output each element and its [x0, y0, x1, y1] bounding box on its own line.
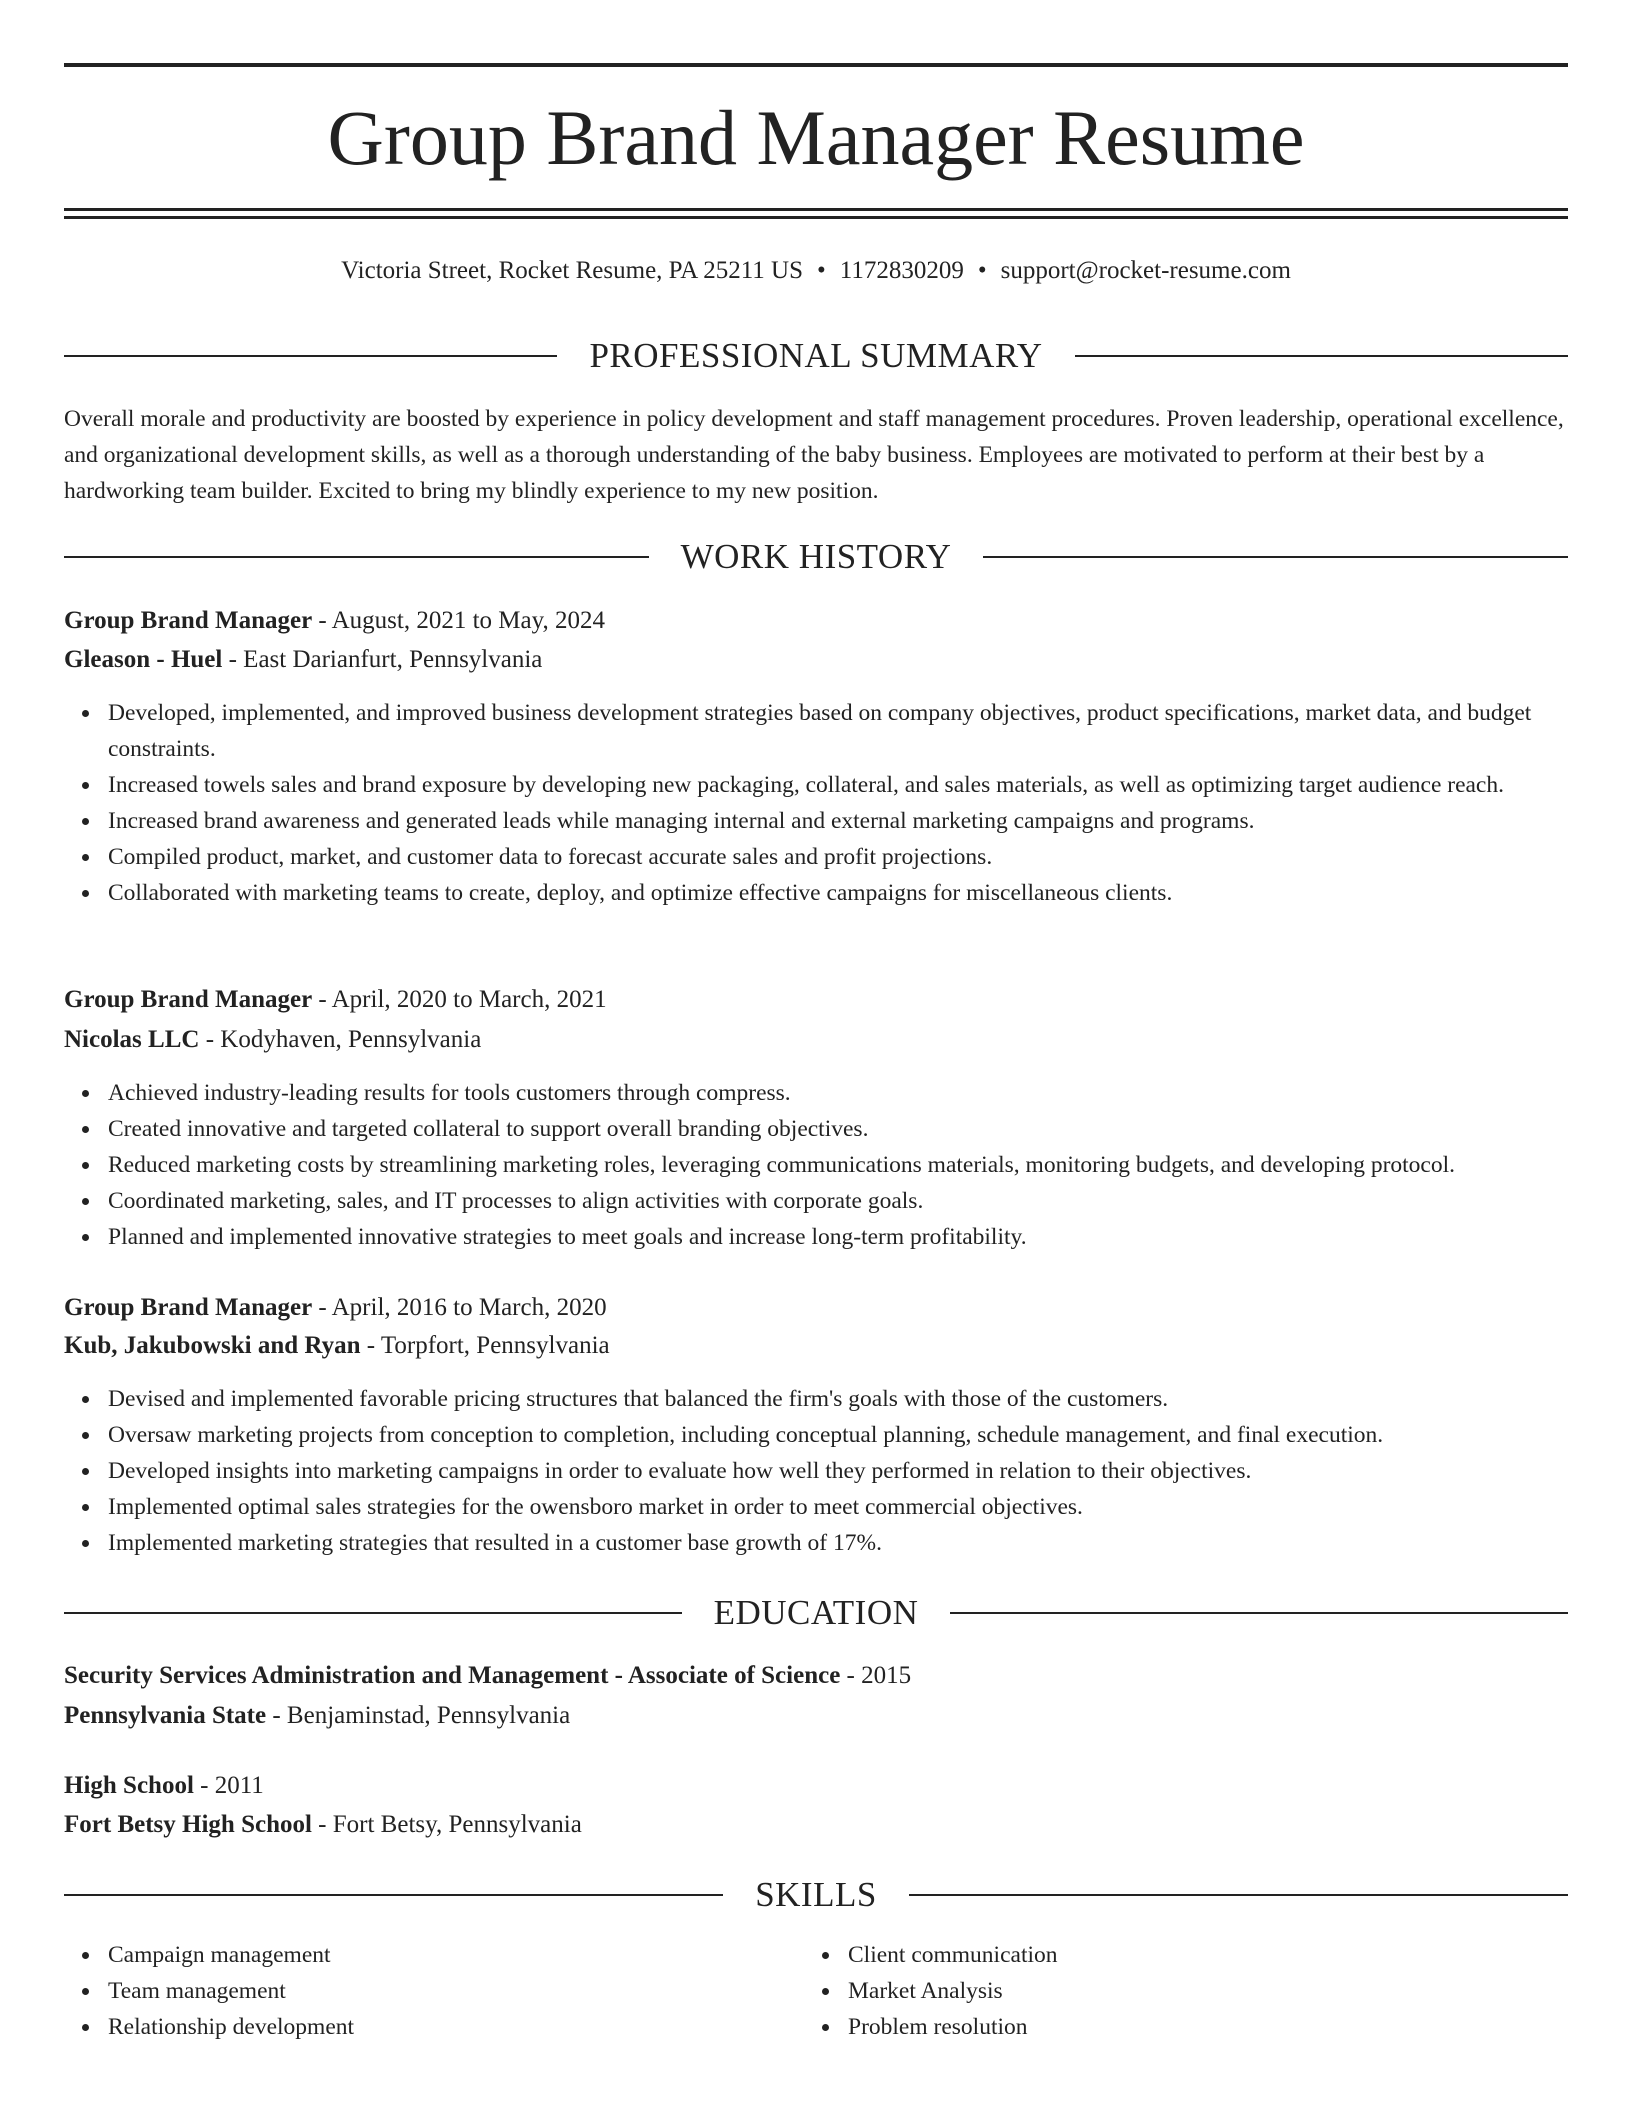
job-title-line [64, 602, 1568, 640]
education-degree: High School [64, 1772, 194, 1799]
list-item: Collaborated with marketing teams to create, deploy, and optimize effective campaigns for miscellaneous clients. [108, 875, 1612, 911]
job-company-line [64, 641, 1568, 679]
job-title: Group Brand Manager [64, 1294, 313, 1321]
education-location: - Fort Betsy, Pennsylvania [311, 1811, 582, 1838]
education-school: Pennsylvania State [64, 1702, 267, 1729]
list-item: Planned and implemented innovative strategies to meet goals and increase long-term profitability. [108, 1219, 1612, 1255]
job-dates: - April, 2016 to March, 2020 [312, 1294, 607, 1321]
education-year: - 2015 [840, 1662, 912, 1689]
heading-rule-right [983, 556, 1568, 558]
list-item: Reduced marketing costs by streamlining marketing roles, leveraging communications materials, monitoring budgets, and developing protocol. [108, 1147, 1612, 1183]
heading-rule-left [64, 1894, 723, 1896]
title-double-rule-upper [64, 208, 1568, 211]
heading-rule-left [64, 556, 649, 558]
skill-item: Problem resolution [848, 2009, 1548, 2045]
heading-rule-left [64, 1612, 682, 1614]
job-title-line [64, 1289, 1568, 1327]
job-location: - Kodyhaven, Pennsylvania [199, 1026, 482, 1053]
heading-rule-right [1075, 355, 1568, 357]
list-item: Compiled product, market, and customer data to forecast accurate sales and profit projections. [108, 839, 1612, 875]
job-company: Gleason - Huel [64, 646, 223, 673]
list-item: Oversaw marketing projects from conception to completion, including conceptual planning, schedule management, and final execution. [108, 1417, 1612, 1453]
list-item: Implemented marketing strategies that resulted in a customer base growth of 17%. [108, 1525, 1612, 1561]
job-dates: - April, 2020 to March, 2021 [312, 986, 607, 1013]
contact-address: Victoria Street, Rocket Resume, PA 25211 US [341, 257, 803, 284]
skill-item: Client communication [848, 1937, 1548, 1973]
job-title: Group Brand Manager [64, 986, 313, 1013]
section-heading-education [64, 1591, 1568, 1635]
heading-rule-right [950, 1612, 1568, 1614]
job-company-line [64, 1327, 1568, 1365]
section-heading-summary [64, 334, 1568, 378]
skill-item: Campaign management [108, 1937, 808, 1973]
list-item: Coordinated marketing, sales, and IT processes to align activities with corporate goals. [108, 1183, 1612, 1219]
section-heading-work-history [64, 535, 1568, 579]
job-bullet-list [64, 1381, 1612, 1561]
skill-item: Relationship development [108, 2009, 808, 2045]
list-item: Created innovative and targeted collateral to support overall branding objectives. [108, 1111, 1612, 1147]
heading-rule-right [909, 1894, 1568, 1896]
title-double-rule-lower [64, 216, 1568, 219]
skill-item: Market Analysis [848, 1973, 1548, 2009]
summary-text: Overall morale and productivity are boosted by experience in policy development and staff management procedures. Proven leadership, operational excellence, and organizational development skills, as well as a thorough understanding of the baby business. Employees are motivated to perform at their best by a hardworking team builder. Excited to bring my blindly experience to my new position. [64, 406, 1564, 504]
job-location: - Torpfort, Pennsylvania [360, 1332, 610, 1359]
section-heading-label: EDUCATION [713, 1593, 919, 1632]
skills-list-right [804, 1937, 1548, 2045]
contact-line [64, 254, 1568, 288]
heading-rule-left [64, 355, 557, 357]
education-school: Fort Betsy High School [64, 1811, 312, 1838]
section-heading-label: WORK HISTORY [680, 537, 952, 576]
list-item: Implemented optimal sales strategies for the owensboro market in order to meet commercial objectives. [108, 1489, 1612, 1525]
job-company: Kub, Jakubowski and Ryan [64, 1332, 361, 1359]
list-item: Increased towels sales and brand exposure by developing new packaging, collateral, and sales materials, as well as optimizing target audience reach. [108, 767, 1612, 803]
job-dates: - August, 2021 to May, 2024 [312, 607, 605, 634]
education-degree-line [64, 1767, 1568, 1805]
top-rule [64, 63, 1568, 67]
skills-list-left [64, 1937, 808, 2045]
list-item: Achieved industry-leading results for tools customers through compress. [108, 1075, 1612, 1111]
education-year: - 2011 [193, 1772, 264, 1799]
education-school-line [64, 1806, 1568, 1844]
job-location: - East Darianfurt, Pennsylvania [222, 646, 543, 673]
education-location: - Benjaminstad, Pennsylvania [266, 1702, 571, 1729]
contact-phone: 1172830209 [839, 257, 964, 284]
job-bullet-list [64, 1075, 1612, 1255]
section-heading-skills [64, 1873, 1568, 1917]
skill-item: Team management [108, 1973, 808, 2009]
job-bullet-list [64, 695, 1612, 911]
page-title: Group Brand Manager Resume [327, 94, 1305, 181]
education-school-line [64, 1697, 1568, 1735]
list-item: Devised and implemented favorable pricing structures that balanced the firm's goals with those of the customers. [108, 1381, 1612, 1417]
list-item: Developed insights into marketing campaigns in order to evaluate how well they performed in relation to their objectives. [108, 1453, 1612, 1489]
section-heading-label: PROFESSIONAL SUMMARY [589, 336, 1043, 375]
job-company-line [64, 1021, 1568, 1059]
contact-email: support@rocket-resume.com [1000, 257, 1291, 284]
contact-separator: • [816, 257, 826, 284]
list-item: Developed, implemented, and improved business development strategies based on company objectives, product specifications, market data, and budget constraints. [108, 695, 1612, 767]
education-degree: Security Services Administration and Management - Associate of Science [64, 1662, 841, 1689]
job-company: Nicolas LLC [64, 1026, 200, 1053]
education-degree-line [64, 1657, 1568, 1695]
job-title: Group Brand Manager [64, 607, 313, 634]
contact-separator: • [977, 257, 987, 284]
section-heading-label: SKILLS [755, 1875, 877, 1914]
list-item: Increased brand awareness and generated leads while managing internal and external marketing campaigns and programs. [108, 803, 1612, 839]
job-title-line [64, 981, 1568, 1019]
